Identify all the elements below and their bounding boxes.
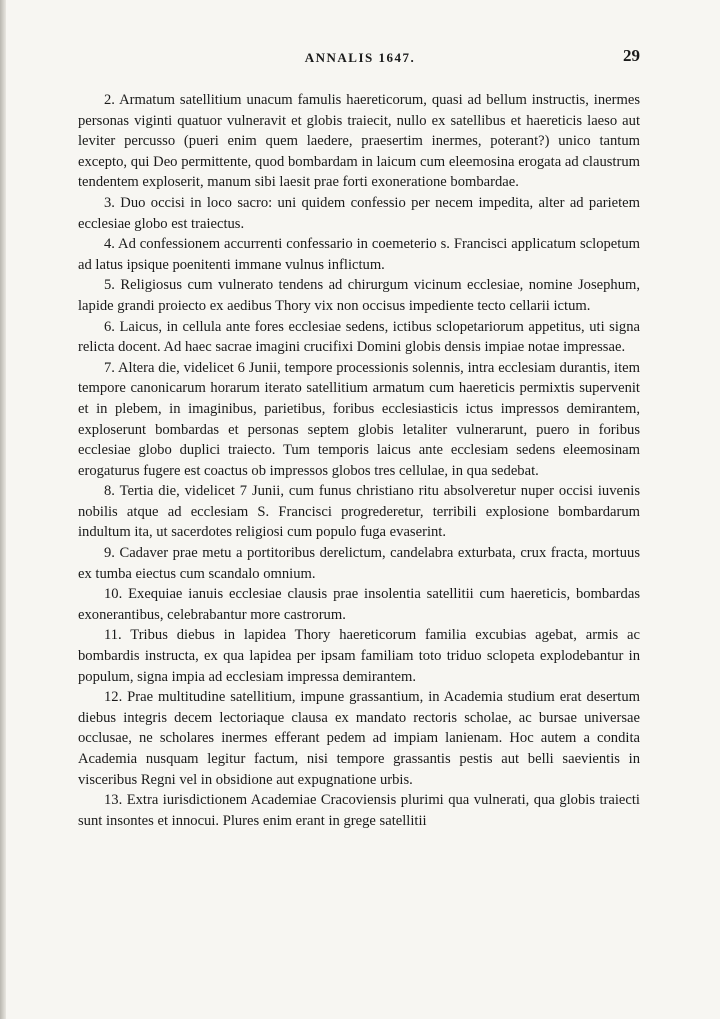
paragraph-6: 6. Laicus, in cellula ante fores ecclesiae sedens, ictibus sclopetariorum appetitus, uti signa relicta docent. Ad haec sacrae imagini crucifixi Domini globis densis impiae notae impressae. — [78, 318, 640, 356]
page-binding-edge — [0, 0, 6, 1019]
running-title: ANNALIS 1647. — [304, 50, 416, 65]
body-text — [78, 90, 640, 831]
paragraph-3: 3. Duo occisi in loco sacro: uni quidem confessio per necem impedita, alter ad parietem ecclesiae globo est traiectus. — [78, 194, 640, 232]
paragraph-13: 13. Extra iurisdictionem Academiae Cracoviensis plurimi qua vulnerati, qua globis traiecti sunt insontes et innocui. Plures enim erant in grege satellitii — [78, 792, 640, 829]
paragraph-12: 12. Prae multitudine satellitium, impune grassantium, in Academia studium erat desertum diebus integris decem lectoriaque clausa ex mandato rectoris scholae, ac bursae universae occlusae, ne scholares inermes efferant pedem ad impiam lanienam. Hoc autem a condita Academia nusquam legitur factum, nisi tempore grassantis pestis aut belli saevientis in visceribus Regni vel in obsidione aut expugnatione urbis. — [78, 689, 640, 788]
paragraph-2: 2. Armatum satellitium unacum famulis haereticorum, quasi ad bellum instructis, inermes personas viginti quatuor vulneravit et globis traiecit, nullo ex satellibus et haereticis laeso aut leviter percusso (pueri enim quem laedere, praesertim inermes, poterant?) unico tantum excepto, qui Deo permittente, quod bombardam in laicum cum eleemosina erogata ad claustrum tendentem exploserit, manum sibi laesit prae forti exoneratione bombardae. — [78, 92, 640, 191]
paragraph-5: 5. Religiosus cum vulnerato tendens ad chirurgum vicinum ecclesiae, nomine Josephum, lapide grandi proiecto ex aedibus Thory vix non occisus impediente tecto cellarii ictum. — [78, 277, 640, 314]
page-header — [80, 46, 640, 70]
paragraph-7: 7. Altera die, videlicet 6 Junii, tempore processionis solennis, intra ecclesiam durantis, item tempore canonicarum horarum iterato satellitium armatum cum haereticis permixtis supervenit et in plebem, in imaginibus, parietibus, foribus ecclesiasticis ictus impressos demirantem, exploserunt bombardas et personas septem globis letaliter vulnerarunt, puero in foribus ecclesiae globo duplici traiecto. Tum temporis laicus ante ecclesiam sedens eleemosinam erogaturus fugere est coactus ob impressos globos tres cellulae, in qua sedebat. — [78, 359, 640, 479]
paragraph-9: 9. Cadaver prae metu a portitoribus derelictum, candelabra exturbata, crux fracta, mortuus ex tumba eiectus cum scandalo omnium. — [78, 545, 640, 582]
paragraph-10: 10. Exequiae ianuis ecclesiae clausis prae insolentia satellitii cum haereticis, bombardas exonerantibus, celebrabantur more castrorum. — [78, 586, 640, 623]
page-number: 29 — [623, 46, 640, 65]
paragraph-4: 4. Ad confessionem accurrenti confessario in coemeterio s. Francisci applicatum sclopetum ad latus ipsique poenitenti immane vulnus inflictum. — [78, 236, 640, 273]
paragraph-11: 11. Tribus diebus in lapidea Thory haereticorum familia excubias agebat, armis ac bombardis instructa, ex qua lapidea per ipsam familiam toto triduo sclopeta explodebantur in populum, signa impia ad ecclesiam impressa demirantem. — [78, 627, 640, 685]
paragraph-8: 8. Tertia die, videlicet 7 Junii, cum funus christiano ritu absolveretur nuper occisi iuvenis nobilis atque ad ecclesiam S. Francisci progrederetur, terribili explosione bombardarum indultum ita, ut sacerdotes religiosi cum populo fuga evaserint. — [78, 483, 640, 541]
